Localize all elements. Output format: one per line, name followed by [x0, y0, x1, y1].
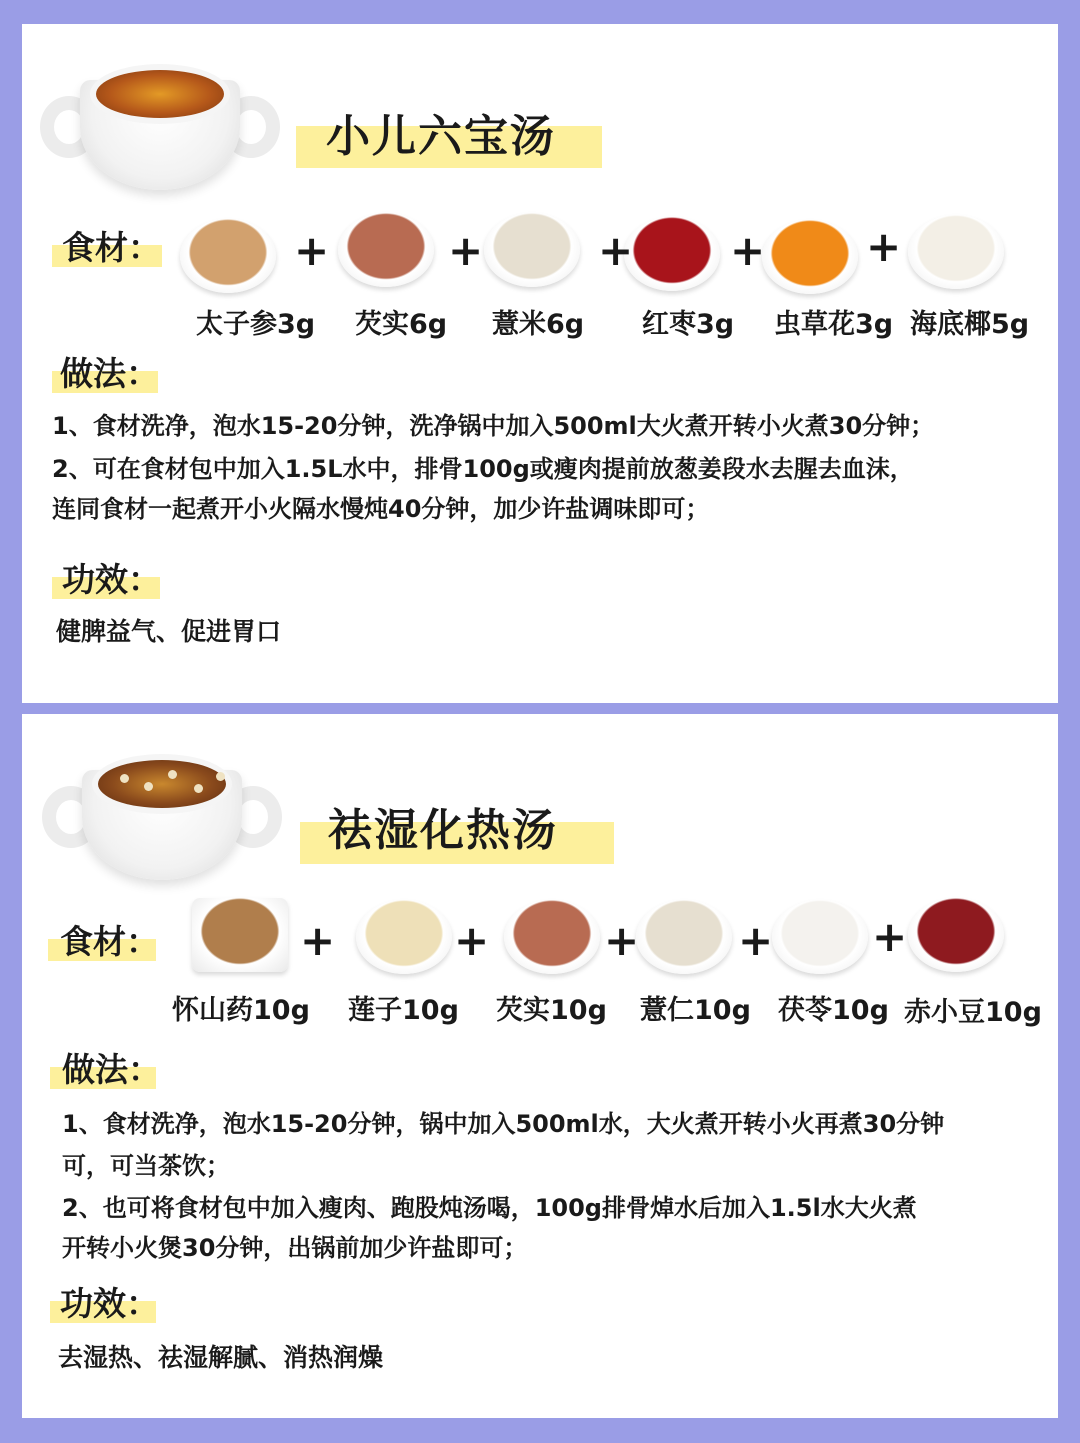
yimi-icon	[484, 213, 580, 287]
recipe-title-block	[300, 794, 640, 866]
plus-sign: +	[738, 916, 774, 965]
effect-label	[50, 1278, 159, 1325]
chinese-yam-icon	[192, 898, 288, 972]
ingredient-name: 海底椰5g	[910, 309, 1030, 340]
plus-sign: +	[866, 222, 902, 271]
ingredients-label-text: 食材：	[62, 228, 161, 267]
method-line: 2、可在食材包中加入1.5L水中，排骨100g或瘦肉提前放葱姜段水去腥去血沫，	[52, 455, 914, 483]
plus-sign: +	[300, 916, 336, 965]
ingredient-name: 莲子10g	[348, 995, 459, 1026]
taizishen-icon	[180, 219, 276, 293]
coix-seed-icon	[636, 900, 732, 974]
recipe-title: 祛湿化热汤	[328, 805, 558, 856]
method-label-text: 做法：	[62, 1050, 161, 1089]
method-line: 连同食材一起煮开小火隔水慢炖40分钟，加少许盐调味即可；	[52, 495, 710, 523]
recipe-title: 小儿六宝汤	[326, 111, 556, 162]
ingredients-label	[52, 222, 161, 269]
recipe-title-block	[296, 100, 626, 170]
method-label	[52, 348, 159, 395]
qianshi-icon	[504, 900, 600, 974]
ingredient-name: 红枣3g	[642, 309, 735, 340]
recipe-card-1	[22, 24, 1058, 703]
effect-text: 去湿热、祛湿解腻、消热润燥	[58, 1343, 384, 1372]
ingredients-label	[48, 916, 159, 963]
ingredient-name: 虫草花3g	[774, 309, 894, 340]
method-line: 2、也可将食材包中加入瘦肉、跑股炖汤喝，100g排骨焯水后加入1.5l水大火煮	[62, 1194, 917, 1222]
plus-sign: +	[454, 916, 490, 965]
effect-text: 健脾益气、促进胃口	[56, 617, 282, 646]
ingredient-name: 薏米6g	[492, 309, 585, 340]
ingredient-name: 薏仁10g	[640, 995, 751, 1026]
method-line: 1、食材洗净，泡水15-20分钟，洗净锅中加入500ml大火煮开转小火煮30分钟；	[52, 412, 935, 440]
soup-surface	[90, 64, 230, 124]
plus-sign: +	[872, 912, 908, 961]
method-line: 开转小火煲30分钟，出锅前加少许盐即可；	[62, 1234, 528, 1262]
red-date-icon	[624, 217, 720, 291]
method-line: 1、食材洗净，泡水15-20分钟，锅中加入500ml水，大火煮开转小火再煮30分钟	[62, 1110, 945, 1138]
plus-sign: +	[448, 226, 484, 275]
ingredient-name: 太子参3g	[196, 309, 316, 340]
adzuki-bean-icon	[908, 898, 1004, 972]
qianshi-icon	[338, 213, 434, 287]
poria-icon	[772, 900, 868, 974]
sea-coconut-icon	[908, 215, 1004, 289]
soup-bowl-image	[42, 748, 282, 898]
method-label	[50, 1044, 161, 1091]
method-label-text: 做法：	[60, 354, 159, 393]
ingredient-name: 茯苓10g	[778, 995, 889, 1026]
effect-label	[52, 554, 161, 601]
lotus-seed-icon	[356, 900, 452, 974]
cordyceps-flower-icon	[762, 220, 858, 294]
ingredient-name: 怀山药10g	[172, 995, 310, 1026]
recipe-card-2	[22, 714, 1058, 1418]
ingredient-name: 芡实10g	[496, 995, 607, 1026]
plus-sign: +	[730, 226, 766, 275]
plus-sign: +	[294, 226, 330, 275]
ingredients-label-text: 食材：	[60, 922, 159, 961]
effect-label-text: 功效：	[60, 1284, 159, 1323]
effect-label-text: 功效：	[62, 560, 161, 599]
plus-sign: +	[598, 226, 634, 275]
plus-sign: +	[604, 916, 640, 965]
soup-bowl-image	[40, 58, 280, 208]
method-line: 可，可当茶饮；	[62, 1152, 230, 1180]
soup-surface	[92, 754, 232, 814]
ingredient-name: 赤小豆10g	[904, 997, 1042, 1028]
ingredient-name: 芡实6g	[355, 309, 448, 340]
